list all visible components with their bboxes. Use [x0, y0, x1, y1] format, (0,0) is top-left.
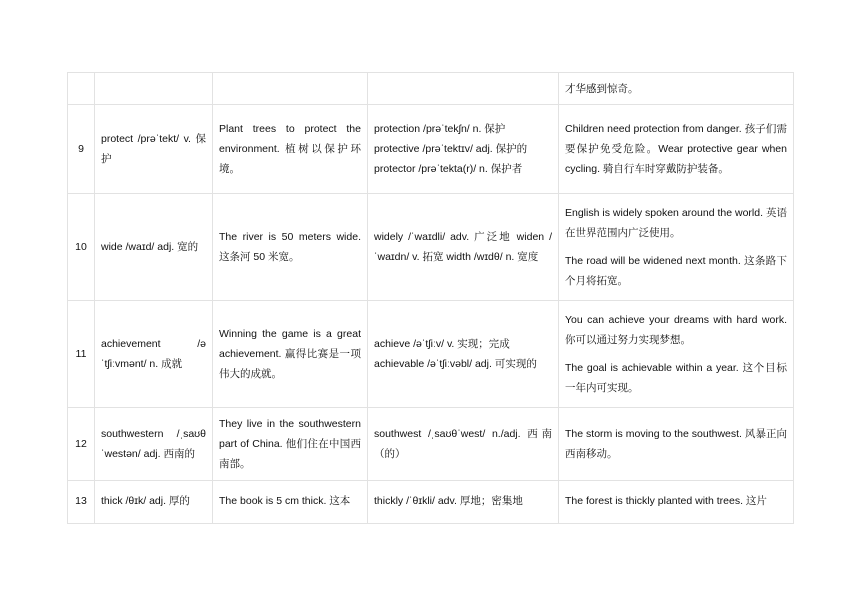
vocabulary-table [67, 72, 794, 524]
related-forms-cell [368, 408, 559, 481]
related-form: protection /prəˈtekʃn/ n. 保护 [374, 123, 506, 135]
usage-cell [559, 301, 794, 408]
word-cell: wide /waɪd/ adj. 宽的 [95, 194, 213, 301]
word-cell: thick /θɪk/ adj. 厚的 [95, 481, 213, 524]
usage-text: The storm is moving to the southwest. 风暴正向西南移动。 [565, 428, 787, 460]
related-form: thickly /ˈθɪkli/ adv. 厚地；密集地 [374, 495, 523, 507]
example-cell: Winning the game is a great achievement. 赢得比赛是一项伟大的成就。 [213, 301, 368, 408]
table-row [68, 105, 794, 194]
usage-text: 才华感到惊奇。 [565, 82, 639, 95]
table-row [68, 481, 794, 524]
example-cell: They live in the southwestern part of China. 他们住在中国西南部。 [213, 408, 368, 481]
usage-text: Children need protection from danger. 孩子们需要保护免受危险。Wear protective gear when cycling. 骑自行车时穿戴防护装备。 [565, 123, 787, 175]
word-cell: achievement /əˈtʃiːvmənt/ n. 成就 [95, 301, 213, 408]
related-forms-cell [368, 194, 559, 301]
usage-cell [559, 73, 794, 105]
word-cell [95, 73, 213, 105]
usage-cell [559, 481, 794, 524]
row-number-cell: 9 [68, 105, 95, 194]
related-forms-cell [368, 301, 559, 408]
usage-cell [559, 408, 794, 481]
usage-cell [559, 105, 794, 194]
usage-text: English is widely spoken around the world. 英语在世界范围内广泛使用。 [565, 207, 787, 239]
usage-text: The goal is achievable within a year. 这个目标一年内可实现。 [565, 362, 787, 394]
related-forms-cell [368, 73, 559, 105]
row-number-cell: 11 [68, 301, 95, 408]
related-form: achievable /əˈtʃiːvəbl/ adj. 可实现的 [374, 358, 537, 370]
example-cell: The river is 50 meters wide. 这条河 50 米宽。 [213, 194, 368, 301]
related-forms-cell [368, 481, 559, 524]
example-cell: The book is 5 cm thick. 这本 [213, 481, 368, 524]
usage-cell [559, 194, 794, 301]
related-form: widely /ˈwaɪdli/ adv. 广泛地 widen /ˈwaɪdn/ v. 拓宽 width /wɪdθ/ n. 宽度 [374, 231, 552, 263]
row-number-cell: 13 [68, 481, 95, 524]
example-cell [213, 73, 368, 105]
related-forms-cell [368, 105, 559, 194]
row-number-cell [68, 73, 95, 105]
table-row [68, 408, 794, 481]
related-form: achieve /əˈtʃiːv/ v. 实现；完成 [374, 338, 510, 350]
usage-text: The forest is thickly planted with trees. 这片 [565, 495, 767, 507]
related-form: protective /prəˈtektɪv/ adj. 保护的 [374, 143, 528, 155]
usage-text: You can achieve your dreams with hard work. 你可以通过努力实现梦想。 [565, 314, 787, 346]
example-cell: Plant trees to protect the environment. 植树以保护环境。 [213, 105, 368, 194]
related-form: protector /prəˈtekta(r)/ n. 保护者 [374, 163, 523, 175]
row-number-cell: 10 [68, 194, 95, 301]
usage-text: The road will be widened next month. 这条路下个月将拓宽。 [565, 255, 787, 287]
table-row [68, 73, 794, 105]
related-form: southwest /ˌsaʊθˈwest/ n./adj. 西南（的） [374, 428, 552, 460]
table-row [68, 194, 794, 301]
table-row [68, 301, 794, 408]
row-number-cell: 12 [68, 408, 95, 481]
word-cell: protect /prəˈtekt/ v. 保护 [95, 105, 213, 194]
word-cell: southwestern /ˌsaʊθˈwestən/ adj. 西南的 [95, 408, 213, 481]
